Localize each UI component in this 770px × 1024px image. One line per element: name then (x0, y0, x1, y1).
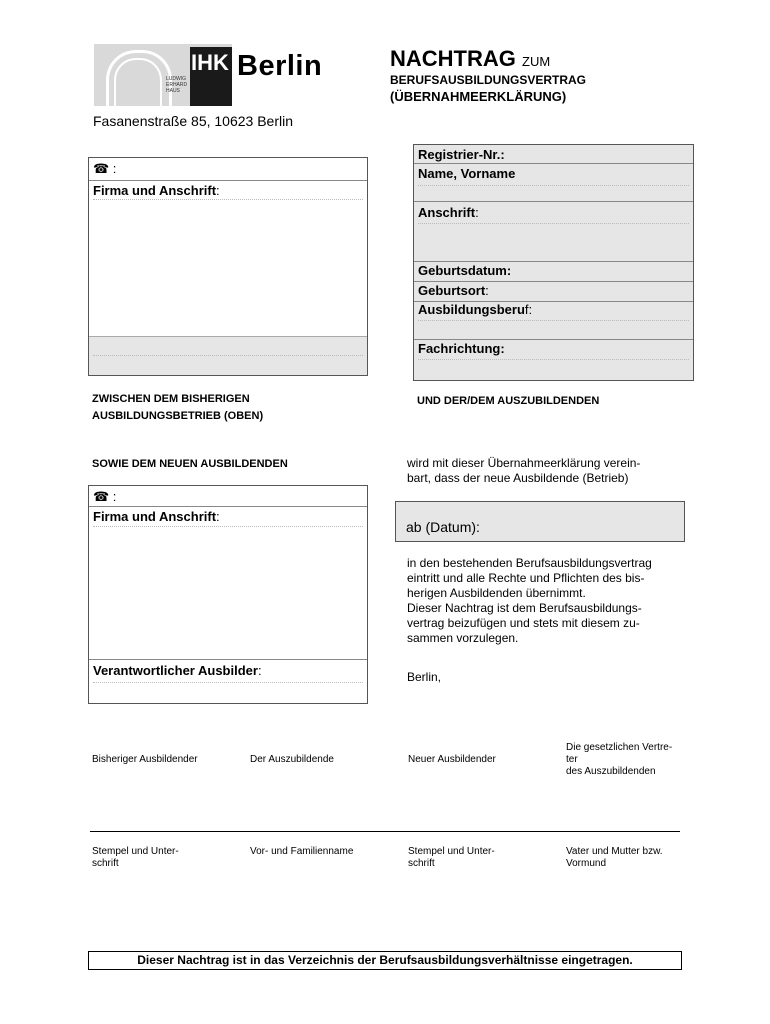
previous-company-box (88, 157, 368, 376)
sig-stempel-2: Stempel und Unter- schrift (408, 846, 495, 869)
geburtsdatum-label[interactable]: Geburtsdatum: (418, 263, 512, 278)
logo-subtext: LUDWIG ERHARD HAUS (166, 76, 188, 94)
title-line2: BERUFSAUSBILDUNGSVERTRAG (390, 73, 587, 87)
sowie-caption: SOWIE DEM NEUEN AUSBILDENDEN (92, 458, 288, 470)
logo-city: Berlin (237, 50, 323, 82)
sig-vertreter: Die gesetzlichen Vertre- ter des Auszubildenden (566, 742, 673, 777)
phone-label[interactable]: ☎ : (93, 161, 117, 176)
sig-stempel-1: Stempel und Unter- schrift (92, 846, 179, 869)
geburtsort-label[interactable]: Geburtsort: (418, 283, 489, 298)
sig-bisheriger: Bisheriger Ausbildender (92, 754, 198, 765)
sig-neuer: Neuer Ausbildender (408, 754, 496, 765)
logo-ihk-text: IHK (191, 50, 229, 75)
berlin-date: Berlin, (407, 670, 442, 684)
firma-anschrift-label-2[interactable]: Firma und Anschrift: (93, 509, 220, 524)
phone-label-2[interactable]: ☎ : (93, 489, 117, 504)
agreement-text: in den bestehenden Berufsausbildungsvertrag eintritt und alle Rechte und Pflichten des bis- herigen Ausbildenden übernimmt. Dieser Nachtrag ist dem Berufsausbildungs- vertrag beizufügen und stets mit diesem zu- sammen vorzulegen. (407, 556, 652, 645)
sig-familienname: Vor- und Familienname (250, 846, 354, 857)
verantwortlicher-label[interactable]: Verantwortlicher Ausbilder: (93, 663, 262, 678)
signature-line (90, 831, 680, 832)
apprentice-box (413, 144, 694, 381)
arch-graphic-inner (114, 58, 162, 106)
ihk-address: Fasanenstraße 85, 10623 Berlin (93, 113, 294, 129)
registrier-label[interactable]: Registrier-Nr.: (418, 147, 505, 162)
firma-anschrift-label[interactable]: Firma und Anschrift: (93, 183, 220, 198)
ihk-logo (94, 44, 232, 106)
title-zum: ZUM (522, 54, 551, 69)
zwischen-caption-2: AUSBILDUNGSBETRIEB (OBEN) (92, 410, 264, 422)
sig-auszubildende: Der Auszubildende (250, 754, 334, 765)
title-main: NACHTRAG (390, 46, 516, 71)
ab-datum-label: ab (Datum): (406, 519, 480, 535)
ab-datum-field[interactable] (395, 501, 685, 542)
sig-vater-mutter: Vater und Mutter bzw. Vormund (566, 846, 663, 869)
footer-note: Dieser Nachtrag ist in das Verzeichnis der Berufsausbildungsverhältnisse eingetragen. (88, 951, 682, 970)
name-label[interactable]: Name, Vorname (418, 166, 516, 181)
doc-title (390, 46, 550, 72)
ausbildungsberuf-label[interactable]: Ausbildungsberuf: (418, 302, 533, 317)
zwischen-caption-1: ZWISCHEN DEM BISHERIGEN (92, 393, 250, 405)
new-company-box (88, 485, 368, 704)
anschrift-label[interactable]: Anschrift: (418, 205, 479, 220)
wird-text: wird mit dieser Übernahmeerklärung verein- bart, dass der neue Ausbildende (Betrieb) (407, 456, 641, 485)
company-extra-field[interactable] (89, 336, 367, 375)
und-der-caption: UND DER/DEM AUSZUBILDENDEN (417, 395, 600, 407)
title-line3: (ÜBERNAHMEERKLÄRUNG) (390, 89, 567, 104)
fachrichtung-label[interactable]: Fachrichtung: (418, 341, 505, 356)
